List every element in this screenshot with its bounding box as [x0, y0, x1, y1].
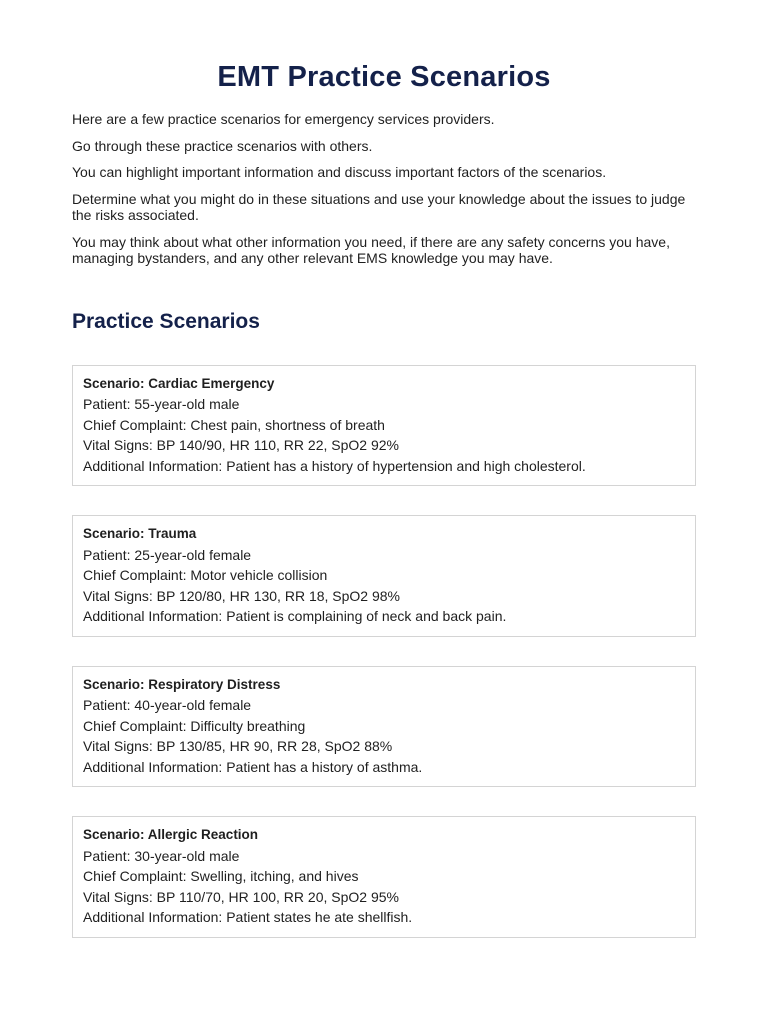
scenario-heading: Scenario: Trauma [83, 526, 197, 541]
document-title: EMT Practice Scenarios [217, 61, 551, 93]
scenario-complaint: Chief Complaint: Chest pain, shortness of breath [83, 416, 385, 433]
scenario-heading: Scenario: Respiratory Distress [83, 676, 281, 692]
intro-paragraph: You may think about what other information you need, if there are any safety concerns you have, managing bystanders, and any other relevant EMS knowledge you may have. [72, 233, 670, 266]
scenario-complaint: Chief Complaint: Motor vehicle collision [83, 567, 328, 583]
scenario-patient: Patient: 40-year-old female [83, 697, 252, 713]
scenario-heading: Scenario: Allergic Reaction [83, 827, 259, 842]
scenario-card-respiratory [72, 666, 696, 788]
scenario-vitals: Vital Signs: BP 120/80, HR 130, RR 18, SpO2 98% [83, 587, 401, 604]
scenario-patient: Patient: 30-year-old male [83, 847, 240, 864]
scenario-list [72, 365, 696, 938]
scenario-patient: Patient: 25-year-old female [83, 546, 252, 563]
scenario-vitals: Vital Signs: BP 140/90, HR 110, RR 22, SpO2 92% [83, 437, 399, 453]
intro-section [72, 111, 696, 267]
scenario-card-trauma [72, 515, 696, 637]
scenario-vitals: Vital Signs: BP 110/70, HR 100, RR 20, SpO2 95% [83, 888, 399, 905]
scenario-complaint: Chief Complaint: Difficulty breathing [83, 717, 306, 734]
intro-paragraph: You can highlight important information and discuss important factors of the scenarios. [72, 164, 607, 180]
scenario-patient: Patient: 55-year-old male [83, 396, 240, 412]
scenario-complaint: Chief Complaint: Swelling, itching, and hives [83, 868, 359, 884]
intro-paragraph: Go through these practice scenarios with others. [72, 137, 373, 154]
scenario-additional: Additional Information: Patient has a history of asthma. [83, 758, 423, 775]
scenario-card-cardiac [72, 365, 696, 487]
scenario-additional: Additional Information: Patient states he ate shellfish. [83, 909, 413, 925]
scenario-vitals: Vital Signs: BP 130/85, HR 90, RR 28, SpO2 88% [83, 738, 393, 754]
scenario-card-allergic [72, 816, 696, 938]
document-page [72, 0, 696, 967]
intro-paragraph: Determine what you might do in these situations and use your knowledge about the issues to judge the risks associated. [72, 190, 686, 223]
intro-paragraph: Here are a few practice scenarios for emergency services providers. [72, 111, 495, 127]
scenario-heading: Scenario: Cardiac Emergency [83, 375, 275, 391]
scenario-additional: Additional Information: Patient is complaining of neck and back pain. [83, 608, 507, 624]
section-title: Practice Scenarios [72, 309, 260, 333]
scenario-additional: Additional Information: Patient has a history of hypertension and high cholesterol. [83, 457, 586, 474]
